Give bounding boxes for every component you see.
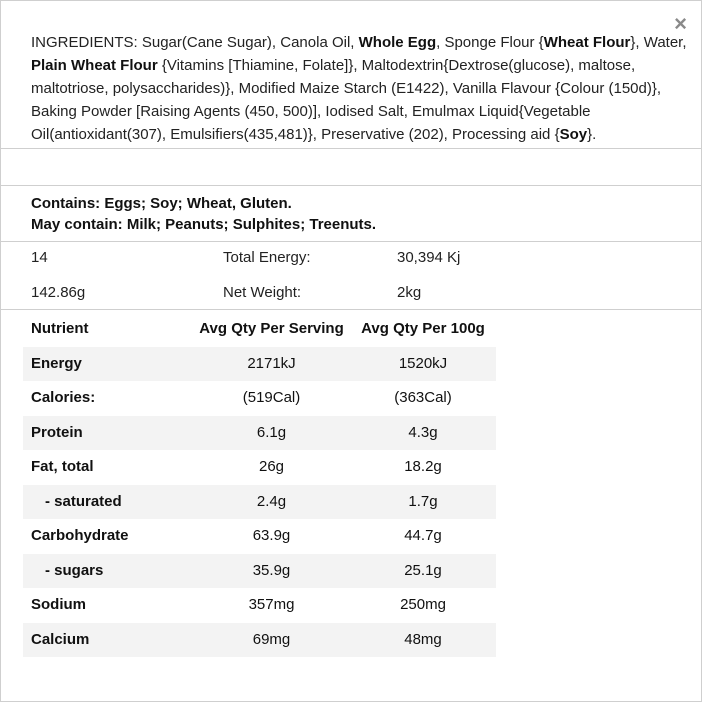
nutrient-name: Energy [31, 354, 82, 372]
net-weight-value: 2kg [397, 284, 422, 301]
header-nutrient: Nutrient [31, 320, 89, 337]
net-weight-label: Net Weight: [223, 284, 302, 301]
may-contain-text: May contain: Milk; Peanuts; Sulphites; Treenuts. [31, 216, 377, 233]
table-row [23, 485, 496, 520]
allergen-highlight: Wheat Flour [543, 34, 631, 51]
per-serving-value: 2.4g [256, 492, 287, 510]
nutrient-name: Fat, total [31, 458, 94, 475]
table-row [23, 554, 496, 589]
total-energy-label: Total Energy: [223, 249, 311, 266]
per-serving-value: 63.9g [252, 527, 291, 544]
nutrient-name: Calcium [31, 630, 90, 648]
nutrient-name: Protein [31, 423, 83, 441]
per-100g-value: 1.7g [408, 492, 438, 510]
nutrient-name: - sugars [45, 561, 104, 579]
nutrient-name: Sodium [31, 596, 86, 613]
ingredients-segment: {Vitamins [Thiamine, Folate]}, Maltodextrin{Dextrose(glucose), maltose, maltotriose, polysaccharides)}, Modified Maize Starch (E1422), Vanilla Flavour {Colour (150d)}, Baking Powder [Raising Agents (450, 500)], Iodised Salt, Emulmax Liquid{Vegetable Oil(antioxidant(307), Emulsifiers(435,481)}, Preservative (202), Processing aid { [31, 57, 662, 143]
per-serving-value: 26g [258, 458, 285, 475]
divider [1, 185, 701, 186]
contains-text: Contains: Eggs; Soy; Wheat, Gluten. [31, 195, 292, 212]
ingredients-segment: }. [587, 126, 597, 143]
per-100g-value: 25.1g [404, 561, 442, 579]
allergen-highlight: Whole Egg [358, 34, 437, 51]
divider [1, 309, 701, 310]
table-row [23, 519, 496, 554]
per-100g-value: 44.7g [404, 527, 442, 544]
allergen-highlight: Plain Wheat Flour [31, 57, 158, 74]
table-row [23, 347, 496, 382]
allergen-info [31, 193, 376, 235]
total-energy-value: 30,394 Kj [397, 249, 461, 266]
nutrient-name: Calories: [31, 389, 96, 406]
servings-per-pack: 14 [31, 249, 48, 266]
divider [1, 241, 701, 242]
per-100g-value: 18.2g [404, 458, 442, 475]
per-100g-value: 250mg [400, 596, 446, 613]
ingredients-segment: }, Water, [630, 34, 687, 51]
nutrient-name: Carbohydrate [31, 527, 129, 544]
per-100g-value: 48mg [404, 630, 442, 648]
per-serving-value: 2171kJ [247, 354, 296, 372]
divider [1, 148, 701, 149]
per-100g-value: 4.3g [408, 423, 438, 441]
per-serving-value: 69mg [252, 630, 291, 648]
nutrition-table-header [23, 312, 496, 347]
table-row [23, 450, 496, 485]
per-serving-value: 35.9g [252, 561, 291, 579]
nutrition-table [23, 312, 496, 657]
ingredients-text [31, 31, 691, 146]
table-row [23, 416, 496, 451]
close-icon[interactable]: × [674, 11, 687, 36]
per-100g-value: 1520kJ [398, 354, 448, 372]
nutrient-name: - saturated [45, 492, 122, 510]
per-serving-value: (519Cal) [242, 389, 301, 406]
serving-size: 142.86g [31, 284, 86, 301]
table-row [23, 381, 496, 416]
table-row [23, 588, 496, 623]
header-per-100g: Avg Qty Per 100g [361, 320, 485, 337]
allergen-highlight: Soy [559, 126, 588, 143]
per-100g-value: (363Cal) [394, 389, 452, 406]
header-per-serving: Avg Qty Per Serving [199, 320, 344, 337]
per-serving-value: 6.1g [256, 423, 287, 441]
ingredients-segment: , Sponge Flour { [436, 34, 544, 51]
per-serving-value: 357mg [248, 596, 295, 613]
ingredients-segment: INGREDIENTS: Sugar(Cane Sugar), Canola Oil, [31, 34, 359, 51]
table-row [23, 623, 496, 658]
